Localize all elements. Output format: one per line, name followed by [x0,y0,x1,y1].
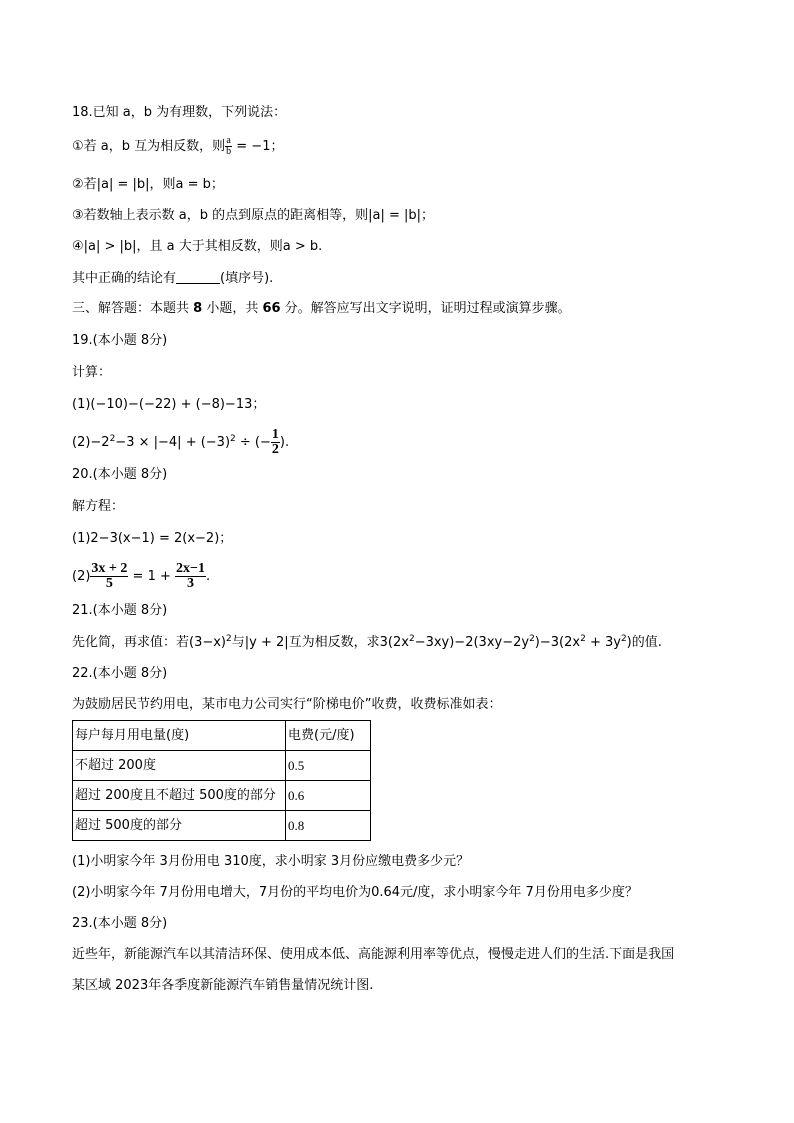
q18-fraction: $\frac{a}{b}$ [226,135,232,157]
q18-statement-4: ④|a| > |b|，且 a 大于其相反数，则a > b. [72,239,323,254]
answer-blank [176,269,220,284]
q22-intro: 为鼓励居民节约用电，某市电力公司实行“阶梯电价”收费，收费标准如表： [72,697,502,712]
table-row [73,811,371,841]
q20-part-1: (1)2−3(x−1) = 2(x−2)； [72,531,233,546]
q21-title: 21.(本小题 8分) [72,603,168,618]
q21-text: 先化简，再求值：若$(3-x)^2$与|y + 2|互为相反数，求$3(2x^2-3xy)-2(3xy-2y^2)-3(2x^2 + 3y^2)$的值. [72,634,662,650]
q22-part-1: (1)小明家今年 3月份用电 310度，求小明家 3月份应缴电费多少元？ [72,854,470,869]
q20-fraction-2: $\frac{2x-1}{3}$ [176,561,205,591]
table-cell: 超过 200度且不超过 500度的部分 [73,781,286,811]
q19-fraction: $\frac{1}{2}$ [271,427,279,457]
tariff-table [72,720,371,841]
q19-title: 19.(本小题 8分) [72,333,168,348]
table-row [73,781,371,811]
table-cell: 超过 500度的部分 [73,811,286,841]
table-cell: 不超过 200度 [73,751,286,781]
q18-stem: 18.已知 a，b 为有理数，下列说法： [72,105,287,120]
q22-title: 22.(本小题 8分) [72,666,168,681]
q23-title: 23.(本小题 8分) [72,916,168,931]
table-header-cell: 每户每月用电量(度) [73,721,286,751]
q20-title: 20.(本小题 8分) [72,467,168,482]
q20-fraction-1: $\frac{3x + 2}{5}$ [91,561,128,591]
section-3-heading: 三、解答题：本题共 8 小题，共 66 分。解答应写出文字说明，证明过程或演算步骤。 [72,301,571,316]
table-cell: 0.8 [286,811,371,841]
table-cell: 0.5 [286,751,371,781]
q19-instruction: 计算： [72,365,112,380]
q20-part-2: (2) $\frac{3x + 2}{5}$ = 1 + $\frac{2x-1}{3}$ . [72,561,211,591]
table-header-cell: 电费(元/度) [286,721,371,751]
q20-instruction: 解方程： [72,499,125,514]
q22-part-2: (2)小明家今年 7月份用电增大，7月份的平均电价为0.64元/度，求小明家今年 7月份用电多少度？ [72,885,638,900]
table-row [73,751,371,781]
q18-statement-1: ①若 a，b 互为相反数，则 $\frac{a}{b}$ = −1； [72,135,284,157]
table-cell: 0.6 [286,781,371,811]
q23-line-2: 某区域 2023年各季度新能源汽车销售量情况统计图. [72,978,374,993]
q19-part-2: $(2)-2^2-3 \times |-4| + (-3)^2$ ÷ (− $\frac{1}{2}$ ). [72,427,290,457]
q18-answer-line: 其中正确的结论有 (填序号). [72,271,274,286]
q18-statement-3: ③若数轴上表示数 a，b 的点到原点的距离相等，则|a| = |b|； [72,208,435,223]
q23-line-1: 近些年，新能源汽车以其清洁环保、使用成本低、高能源利用率等优点，慢慢走进人们的生活.下面是我国 [72,947,675,962]
table-header-row [73,721,371,751]
q19-part-1: (1)(−10)−(−22) + (−8)−13； [72,397,266,412]
q18-statement-2: ②若|a| = |b|，则a = b； [72,177,224,192]
